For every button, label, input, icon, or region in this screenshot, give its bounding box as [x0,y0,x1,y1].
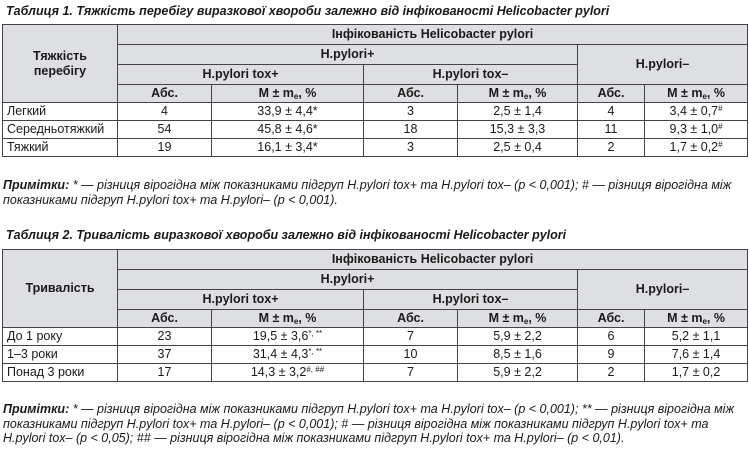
table2-m-header: $M \pm m_e$, % [458,310,578,328]
row-label: Легкий [3,103,118,121]
cell: 45,8 ± 4,6* [212,121,364,139]
table1-infection-header: Інфікованість Helicobacter pylori [118,25,748,45]
table2-infection-header: Інфікованість Helicobacter pylori [118,250,748,270]
notes-text: * — різниця вірогідна між показниками підгруп H.pylori tox+ та H.pylori tox– (p < 0,001); ** — різниця вірогідна між показниками підгруп H.pylori tox+ та H.pylori– (p < 0,001); # — різниця вірогідна між показниками підгруп H.pylori tox+ та H.pylori tox– (p < 0,05); ## — різниця вірогідна між показниками підгруп H.pylori tox+ та H.pylori– (p < 0,01). [3,402,735,445]
cell: 3 [364,103,458,121]
table2-hp-negative-header: H.pylori– [578,270,748,310]
notes-label: Примітки: [3,178,70,192]
notes-text: * — різниця вірогідна між показниками підгруп H.pylori tox+ та H.pylori tox– (p < 0,001); # — різниця вірогідна між показниками підгруп H.pylori tox+ та H.pylori– (p < 0,001). [3,178,732,207]
table2-notes [3,402,745,446]
cell: 17 [118,364,212,382]
table1-tox-positive-header: H.pylori tox+ [118,65,364,85]
cell: 1,7 ± 0,2 [645,364,748,382]
table2-caption: Таблиця 2. Тривалість виразкової хвороби залежно від інфікованості Helicobacter pylori [6,228,567,242]
cell: 37 [118,346,212,364]
table1-abs-header: Абс. [364,85,458,103]
cell: 8,5 ± 1,6 [458,346,578,364]
cell: 4 [578,103,645,121]
cell: 7 [364,328,458,346]
cell: 16,1 ± 3,4* [212,139,364,157]
row-label: 1–3 роки [3,346,118,364]
cell: 31,4 ± 4,3*, ** [212,346,364,364]
cell: 3 [364,139,458,157]
table-row [3,364,748,382]
cell: 7 [364,364,458,382]
row-label: До 1 року [3,328,118,346]
table2-tox-positive-header: H.pylori tox+ [118,290,364,310]
row-label: Понад 3 роки [3,364,118,382]
table2-row-header: Тривалість [3,250,118,328]
cell: 14,3 ± 3,2#, ## [212,364,364,382]
cell: 2,5 ± 0,4 [458,139,578,157]
table-row [3,121,748,139]
table2-m-header: $M \pm m_e$, % [212,310,364,328]
table1-m-header: $M \pm m_e$, % [458,85,578,103]
table1-m-header: $M \pm m_e$, % [645,85,748,103]
row-label: Тяжкий [3,139,118,157]
cell: 2 [578,364,645,382]
cell: 3,4 ± 0,7# [645,103,748,121]
table1-abs-header: Абс. [118,85,212,103]
cell: 19 [118,139,212,157]
cell: 23 [118,328,212,346]
table1-row-header: Тяжкість перебігу [3,25,118,103]
cell: 2 [578,139,645,157]
table2 [2,249,748,382]
row-label: Середньотяжкий [3,121,118,139]
table2-abs-header: Абс. [118,310,212,328]
cell: 54 [118,121,212,139]
table1-abs-header: Абс. [578,85,645,103]
cell: 19,5 ± 3,6*, ** [212,328,364,346]
cell: 5,9 ± 2,2 [458,328,578,346]
notes-label: Примітки: [3,402,70,416]
cell: 5,2 ± 1,1 [645,328,748,346]
table1-hp-positive-header: H.pylori+ [118,45,578,65]
table2-tox-negative-header: H.pylori tox– [364,290,578,310]
table-row [3,346,748,364]
cell: 33,9 ± 4,4* [212,103,364,121]
table2-m-header: $M \pm m_e$, % [645,310,748,328]
table-row [3,139,748,157]
table-row [3,103,748,121]
table1-tox-negative-header: H.pylori tox– [364,65,578,85]
cell: 15,3 ± 3,3 [458,121,578,139]
table1-hp-negative-header: H.pylori– [578,45,748,85]
cell: 11 [578,121,645,139]
cell: 6 [578,328,645,346]
table1-caption: Таблиця 1. Тяжкість перебігу виразкової хвороби залежно від інфікованості Helicobacter pylori [6,4,610,18]
cell: 4 [118,103,212,121]
cell: 9 [578,346,645,364]
table2-hp-positive-header: H.pylori+ [118,270,578,290]
cell: 1,7 ± 0,2# [645,139,748,157]
cell: 9,3 ± 1,0# [645,121,748,139]
table-row [3,328,748,346]
table1-notes [3,178,745,207]
table1-m-header: $M \pm m_e$, % [212,85,364,103]
cell: 18 [364,121,458,139]
table1 [2,24,748,157]
cell: 5,9 ± 2,2 [458,364,578,382]
cell: 7,6 ± 1,4 [645,346,748,364]
table2-abs-header: Абс. [578,310,645,328]
cell: 2,5 ± 1,4 [458,103,578,121]
table2-abs-header: Абс. [364,310,458,328]
cell: 10 [364,346,458,364]
